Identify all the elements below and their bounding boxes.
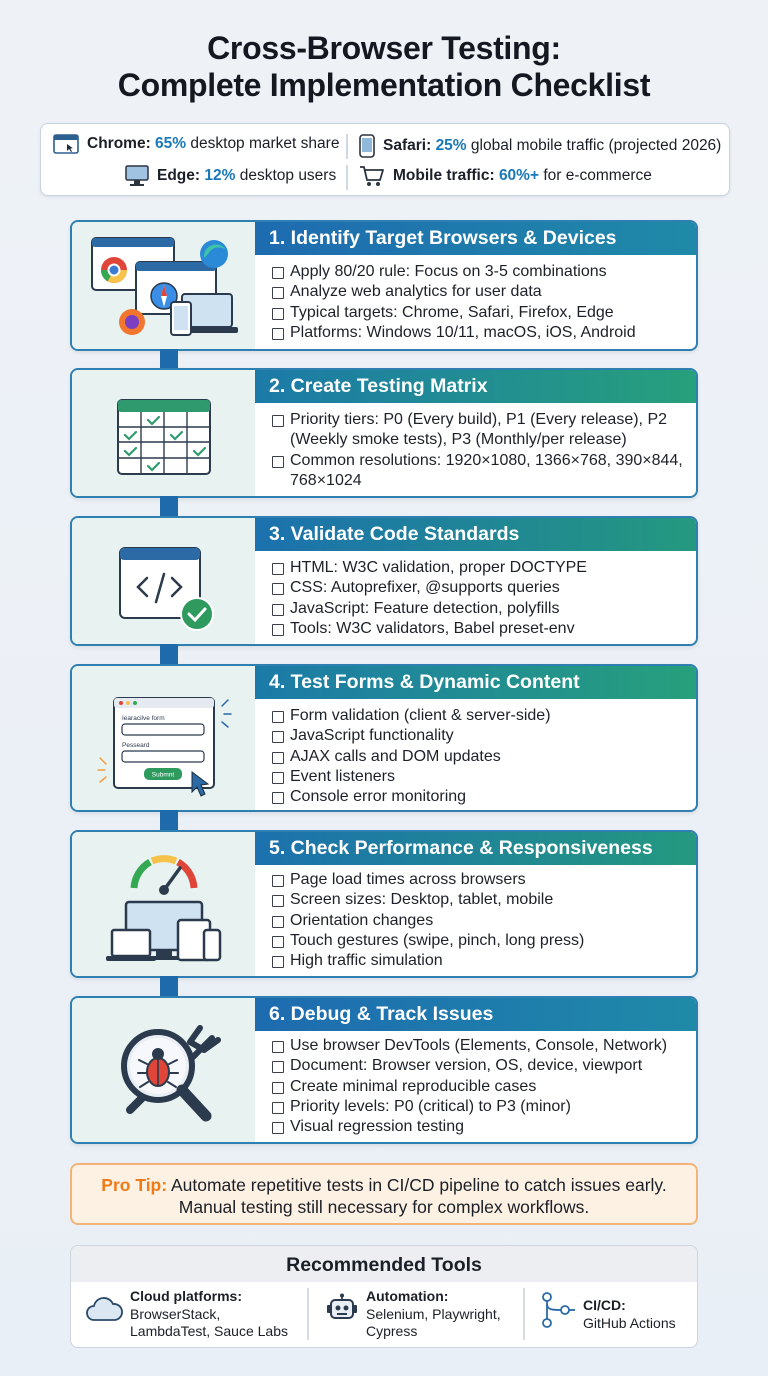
robot-icon [325, 1293, 359, 1325]
checklist-item: Visual regression testing [270, 1117, 686, 1137]
step-icon-panel [72, 518, 255, 644]
pipeline-icon [539, 1290, 577, 1330]
checklist-item: Tools: W3C validators, Babel preset-env [270, 619, 686, 639]
stat-text: for e-commerce [543, 167, 652, 184]
divider [346, 134, 348, 159]
step-4-checklist [270, 706, 686, 807]
stat-value: 25% [435, 137, 467, 154]
step-icon-panel [72, 666, 255, 810]
stat-safari [359, 134, 721, 158]
step-3-title: 3. Validate Code Standards [255, 518, 696, 551]
checklist-item: Create minimal reproducible cases [270, 1077, 686, 1097]
browser-window-icon [53, 134, 79, 154]
checklist-item: Screen sizes: Desktop, tablet, mobile [270, 890, 686, 910]
checklist-item: HTML: W3C validation, proper DOCTYPE [270, 558, 686, 578]
tool-cloud-platforms [85, 1286, 288, 1341]
step-2-card [70, 368, 698, 498]
checklist-item: AJAX calls and DOM updates [270, 747, 686, 767]
checklist-item: CSS: Autoprefixer, @supports queries [270, 578, 686, 598]
step-3-card [70, 516, 698, 646]
checklist-item: Console error monitoring [270, 787, 686, 807]
divider [523, 1288, 525, 1340]
step-4-card [70, 664, 698, 812]
cloud-icon [85, 1295, 123, 1325]
pro-tip-box [70, 1163, 698, 1225]
checklist-item: Form validation (client & server-side) [270, 706, 686, 726]
tool-label: Cloud platforms: [130, 1288, 242, 1304]
step-5-title: 5. Check Performance & Responsiveness [255, 832, 696, 865]
checklist-item: JavaScript: Feature detection, polyfills [270, 599, 686, 619]
title-line-2: Complete Implementation Checklist [117, 67, 651, 103]
step-3-checklist [270, 558, 686, 639]
checklist-item: High traffic simulation [270, 951, 686, 971]
tool-text: Cypress [366, 1323, 418, 1339]
step-icon-panel [72, 832, 255, 976]
tool-text: BrowserStack, [130, 1305, 221, 1322]
step-5-card [70, 830, 698, 978]
page-title [0, 30, 768, 104]
title-line-1: Cross-Browser Testing: [207, 30, 561, 66]
checklist-item: Apply 80/20 rule: Focus on 3-5 combinations [270, 262, 686, 282]
matrix-grid-icon [72, 370, 255, 496]
step-5-checklist [270, 870, 686, 971]
stat-text: desktop market share [190, 135, 340, 152]
stat-mobile-traffic [359, 165, 652, 187]
step-6-title: 6. Debug & Track Issues [255, 998, 696, 1031]
stat-text: desktop users [239, 167, 337, 184]
step-6-card [70, 996, 698, 1144]
stat-chrome [53, 134, 339, 154]
browsers-devices-icon [72, 222, 255, 349]
stat-edge [125, 165, 336, 187]
stat-label: Safari: [383, 137, 432, 154]
step-2-title: 2. Create Testing Matrix [255, 370, 696, 403]
checklist-item: Touch gestures (swipe, pinch, long press) [270, 931, 686, 951]
stat-label: Chrome: [87, 135, 151, 152]
pro-tip-text: Automate repetitive tests in CI/CD pipeline to catch issues early. [170, 1175, 667, 1195]
checklist-item: Typical targets: Chrome, Safari, Firefox, Edge [270, 303, 686, 323]
checklist-item: Priority levels: P0 (critical) to P3 (minor) [270, 1097, 686, 1117]
step-1-title: 1. Identify Target Browsers & Devices [255, 222, 696, 255]
checklist-item: Document: Browser version, OS, device, viewport [270, 1056, 686, 1076]
form-submit-label: Submnt [151, 771, 175, 779]
form-icon [72, 666, 255, 810]
stats-bar [40, 123, 730, 196]
tool-automation [325, 1286, 501, 1341]
step-1-checklist [270, 262, 686, 343]
smartphone-icon [359, 134, 375, 158]
tool-text: LambdaTest, Sauce Labs [130, 1323, 288, 1339]
step-2-checklist [270, 410, 686, 491]
tool-ci-cd [539, 1286, 676, 1332]
shopping-cart-icon [359, 165, 385, 187]
checklist-item: JavaScript functionality [270, 726, 686, 746]
tool-label: Automation: [366, 1288, 449, 1304]
checklist-item: Analyze web analytics for user data [270, 282, 686, 302]
pro-tip-label: Pro Tip: [101, 1175, 168, 1195]
step-4-title: 4. Test Forms & Dynamic Content [255, 666, 696, 699]
tool-label: CI/CD: [583, 1297, 626, 1313]
checklist-item: Use browser DevTools (Elements, Console, Network) [270, 1036, 686, 1056]
stat-label: Edge: [157, 167, 201, 184]
recommended-tools-box [70, 1245, 698, 1348]
checklist-item: Event listeners [270, 767, 686, 787]
step-icon-panel [72, 222, 255, 349]
form-label-2: Pesseard [122, 742, 150, 749]
tool-text: Selenium, Playwright, [366, 1305, 501, 1322]
stat-text: global mobile traffic (projected 2026) [470, 137, 722, 154]
form-label-1: Iearacilve form [122, 715, 165, 722]
desktop-monitor-icon [125, 165, 149, 187]
bug-magnifier-icon [72, 998, 255, 1142]
stat-value: 60%+ [498, 167, 540, 184]
checklist-item: Page load times across browsers [270, 870, 686, 890]
checklist-item: Common resolutions: 1920×1080, 1366×768, 390×844, 768×1024 [270, 451, 686, 492]
tools-heading: Recommended Tools [71, 1246, 697, 1282]
pro-tip-line-2: Manual testing still necessary for complex workflows. [178, 1197, 590, 1217]
stat-label: Mobile traffic: [393, 167, 495, 184]
code-check-icon [72, 518, 255, 644]
step-1-card [70, 220, 698, 351]
checklist-item: Platforms: Windows 10/11, macOS, iOS, Android [270, 323, 686, 343]
step-6-checklist [270, 1036, 686, 1137]
tool-text: GitHub Actions [583, 1314, 676, 1331]
checklist-item: Orientation changes [270, 911, 686, 931]
step-icon-panel [72, 370, 255, 496]
divider [307, 1288, 309, 1340]
step-icon-panel [72, 998, 255, 1142]
performance-devices-icon [72, 832, 255, 976]
stat-value: 65% [155, 135, 187, 152]
pro-tip-line-1 [72, 1174, 696, 1196]
checklist-item: Priority tiers: P0 (Every build), P1 (Every release), P2 (Weekly smoke tests), P3 (Monthly/per release) [270, 410, 686, 451]
stat-value: 12% [204, 167, 236, 184]
divider [346, 165, 348, 190]
